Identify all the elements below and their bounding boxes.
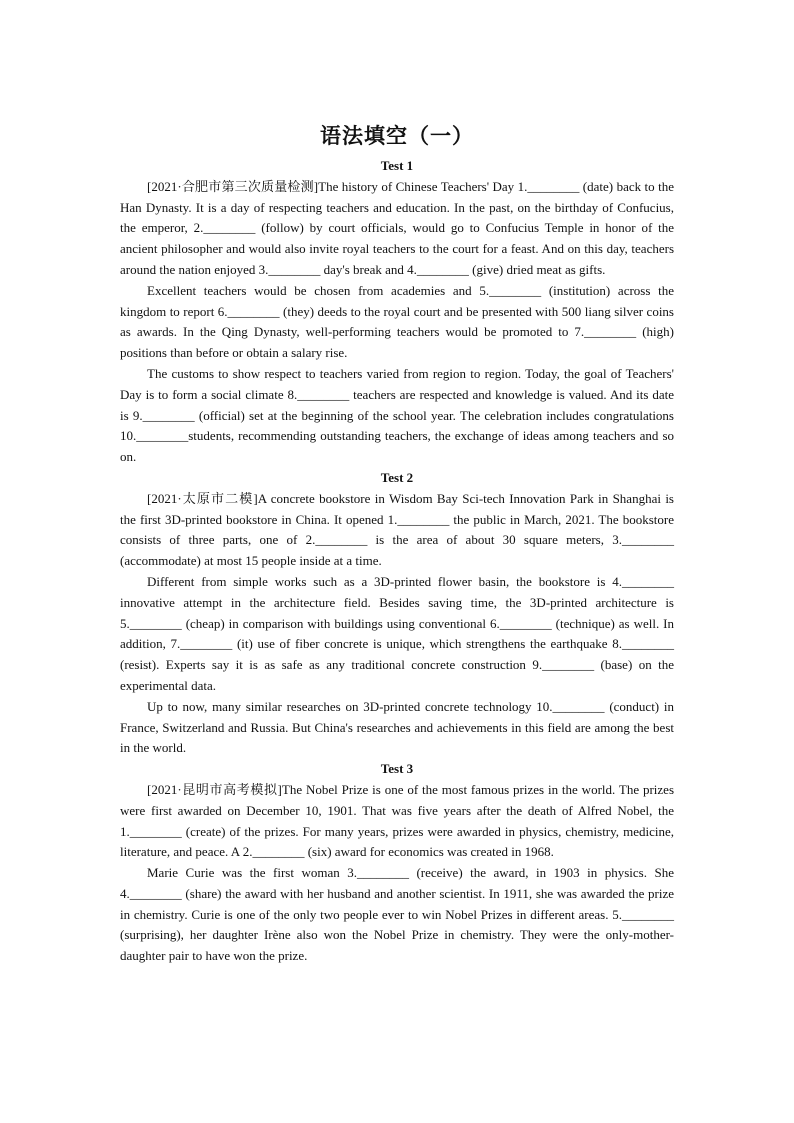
test-1-section — [120, 156, 674, 468]
test-1-paragraph-3: The customs to show respect to teachers varied from region to region. Today, the goal of Teachers' Day is to form a social climate 8.________ teachers are respected and knowledge is valued. And its date is 9.________ (official) set at the beginning of the school year. The celebration includes congratulations 10.________students, recommending outstanding teachers, the exchange of ideas among teachers and so on. — [120, 365, 674, 465]
test-2-paragraph-1: [2021·太原市二模]A concrete bookstore in Wisdom Bay Sci-tech Innovation Park in Shanghai is the first 3D-printed bookstore in China. It opened 1.________ the public in March, 2021. The bookstore consists of three parts, one of 2.________ is the area of about 30 square meters, 3.________ (accommodate) at most 15 people inside at a time. — [120, 490, 674, 569]
test-3-paragraph-1: [2021·昆明市高考模拟]The Nobel Prize is one of the most famous prizes in the world. The prizes were first awarded on December 10, 1901. That was five years after the death of Alfred Nobel, the 1.________ (create) of the prizes. For many years, prizes were awarded in physics, chemistry, medicine, literature, and peace. A 2.________ (six) award for economics was created in 1968. — [120, 781, 674, 860]
page-content — [120, 156, 674, 967]
test-3-title: Test 3 — [380, 761, 414, 777]
test-3-section — [120, 759, 674, 967]
test-2-section — [120, 468, 674, 759]
test-1-paragraph-2: Excellent teachers would be chosen from academies and 5.________ (institution) across the kingdom to report 6.________ (they) deeds to the royal court and be presented with 500 liang silver coins as awards. In the Qing Dynasty, well-performing teachers would be promoted to 7.________ (high) positions than before or obtain a salary rise. — [120, 282, 674, 361]
test-1-paragraph-1: [2021·合肥市第三次质量检测]The history of Chinese Teachers' Day 1.________ (date) back to the Han Dynasty. It is a day of respecting teachers and education. In the past, on the birthday of Confucius, the emperor, 2.________ (follow) by court officials, would go to Confucius Temple in honor of the ancient philosopher and would also invite royal teachers to the court for a feast. And on this day, teachers around the nation enjoyed 3.________ day's break and 4.________ (give) dried meat as gifts. — [120, 178, 674, 277]
page-title: 语法填空（一） — [320, 124, 474, 148]
test-2-title: Test 2 — [380, 469, 414, 485]
test-2-paragraph-2: Different from simple works such as a 3D-printed flower basin, the bookstore is 4.________ innovative attempt in the architecture field. Besides saving time, the 3D-printed architecture is 5.________ (cheap) in comparison with buildings using conventional 6.________ (technique) as well. In addition, 7.________ (it) use of fiber concrete is unique, which strengthens the earthquake 8.________ (resist). Experts say it is as safe as any traditional concrete construction 9.________ (base) on the experimental data. — [120, 573, 674, 693]
test-1-title: Test 1 — [380, 158, 414, 173]
test-3-paragraph-2: Marie Curie was the first woman 3.________ (receive) the award, in 1903 in physics. She 4.________ (share) the award with her husband and another scientist. In 1911, she was awarded the prize in chemistry. Curie is one of the only two people ever to win Nobel Prizes in different areas. 5.________ (surprising), her daughter Irène also won the Nobel Prize in chemistry. They were the only-mother-daughter pair to have won the prize. — [120, 865, 674, 964]
test-2-paragraph-3: Up to now, many similar researches on 3D-printed concrete technology 10.________ (conduct) in France, Switzerland and Russia. But China's researches and achievements in this field are among the best in the world. — [120, 698, 674, 756]
